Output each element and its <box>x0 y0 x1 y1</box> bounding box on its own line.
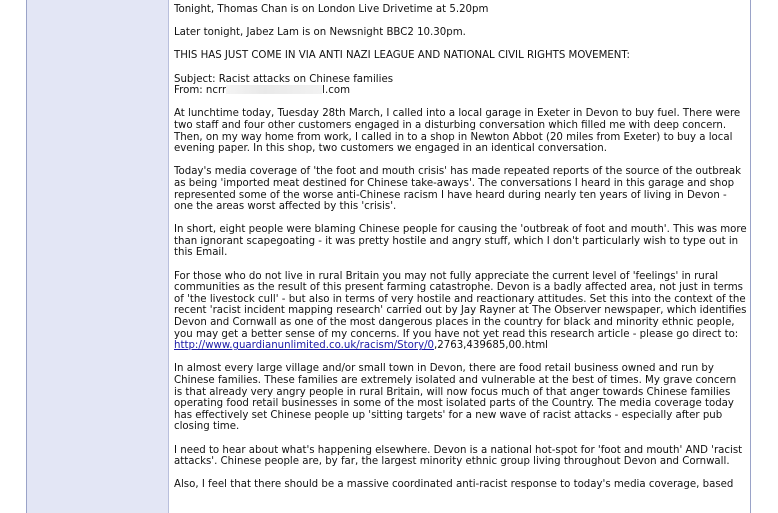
text-line: is that already very angry people in rural Britain, will now focus much of that anger towards Chinese families <box>174 386 731 398</box>
text-line: At lunchtime today, Tuesday 28th March, I called into a local garage in Exeter in Devon to buy fuel. There were <box>174 108 741 120</box>
text-line: Devon and Cornwall as one of the most dangerous places in the country for black and minority ethnic people, <box>174 317 735 329</box>
text-line: Today's media coverage of 'the foot and mouth crisis' has made repeated reports of the source of the outbreak <box>174 166 742 178</box>
from-line <box>174 85 746 97</box>
text-line: two staff and four other customers engaged in a disturbing conversation which filled me with deep concern. <box>174 119 727 131</box>
text-line: represented some of the worse anti-Chinese racism I have heard during nearly ten years of living in Devon - <box>174 189 727 201</box>
from-end: l.com <box>322 85 350 97</box>
email-header <box>174 74 746 97</box>
text-line: In short, eight people were blaming Chinese people for causing the 'outbreak of foot and mouth'. This was more <box>174 224 747 236</box>
text-line: evening paper. In this shop, two customers we engaged in an identical conversation. <box>174 143 607 155</box>
paragraph-6 <box>174 445 746 468</box>
text-line: has effectively set Chinese people up 'sitting targets' for a new wave of racist attacks - especially after pub <box>174 409 723 421</box>
left-sidebar-panel <box>26 0 169 513</box>
text-line: this Email. <box>174 247 228 259</box>
text-line: In almost every large village and/or small town in Devon, there are food retail business owned and run by <box>174 363 714 375</box>
link-suffix: ,2763,439685,00.html <box>434 340 548 352</box>
text-line: Then, on my way home from work, I called in to a shop in Newton Abbot (20 miles from Exeter) to buy a local <box>174 131 733 143</box>
paragraph-1 <box>174 108 746 154</box>
text-line: Chinese families. These families are extremely isolated and vulnerable at the best of times. My grave concern <box>174 375 737 386</box>
text-line: For those who do not live in rural Britain you may not fully appreciate the current level of 'feelings' in rural <box>174 270 719 282</box>
text-line: communities as the result of this present farming catastrophe. Devon is a badly affected area, not just in terms <box>174 282 743 294</box>
paragraph-7 <box>174 479 746 491</box>
paragraph-3 <box>174 224 746 259</box>
paragraph-5 <box>174 363 746 433</box>
text-line: as being 'imported meat destined for Chinese take-aways'. The conversations I heard in this garage and shop <box>174 177 735 189</box>
subject-line: Subject: Racist attacks on Chinese families <box>174 73 394 85</box>
forwarded-notice: THIS HAS JUST COME IN VIA ANTI NAZI LEAGUE AND NATIONAL CIVIL RIGHTS MOVEMENT: <box>174 50 630 62</box>
right-border <box>750 0 751 513</box>
text-line: attacks'. Chinese people are, by far, the largest minority ethnic group living throughout Devon and Cornwall. <box>174 456 730 468</box>
text-line: than ignorant scapegoating - it was pretty hostile and angry stuff, which I don't particularly wish to type out in <box>174 235 739 247</box>
text-line: one the areas worst affected by this 'crisis'. <box>174 201 397 213</box>
paragraph-4 <box>174 271 746 352</box>
text-line: recent 'racist incident mapping research' carried out by Jay Rayner at The Observer newspaper, which identifies <box>174 305 747 317</box>
text-line: closing time. <box>174 421 240 433</box>
paragraph-2 <box>174 166 746 212</box>
text-line: you may get a better sense of my concerns. If you have not yet read this research article - please go direct to: <box>174 328 739 340</box>
text-line: of 'the livestock cull' - but also in terms of very hostile and reactionary attitudes. Set this into the context of the <box>174 293 746 305</box>
email-body <box>174 4 746 503</box>
guardian-article-link[interactable]: http://www.guardianunlimited.co.uk/racism/Story/0 <box>174 340 435 352</box>
text-line: Also, I feel that there should be a massive coordinated anti-racist response to today's media coverage, based <box>174 479 734 491</box>
link-line <box>174 340 746 352</box>
intro-line-2: Later tonight, Jabez Lam is on Newsnight BBC2 10.30pm. <box>174 27 466 39</box>
text-line: operating food retail businesses in some of the most isolated parts of the Country. The media coverage today <box>174 398 734 410</box>
from-start: From: ncrr <box>174 85 227 97</box>
text-line: I need to hear about what's happening elsewhere. Devon is a national hot-spot for 'foot and mouth' AND 'racist <box>174 444 743 456</box>
redacted-address <box>226 85 322 94</box>
intro-line-1: Tonight, Thomas Chan is on London Live Drivetime at 5.20pm <box>174 4 489 15</box>
